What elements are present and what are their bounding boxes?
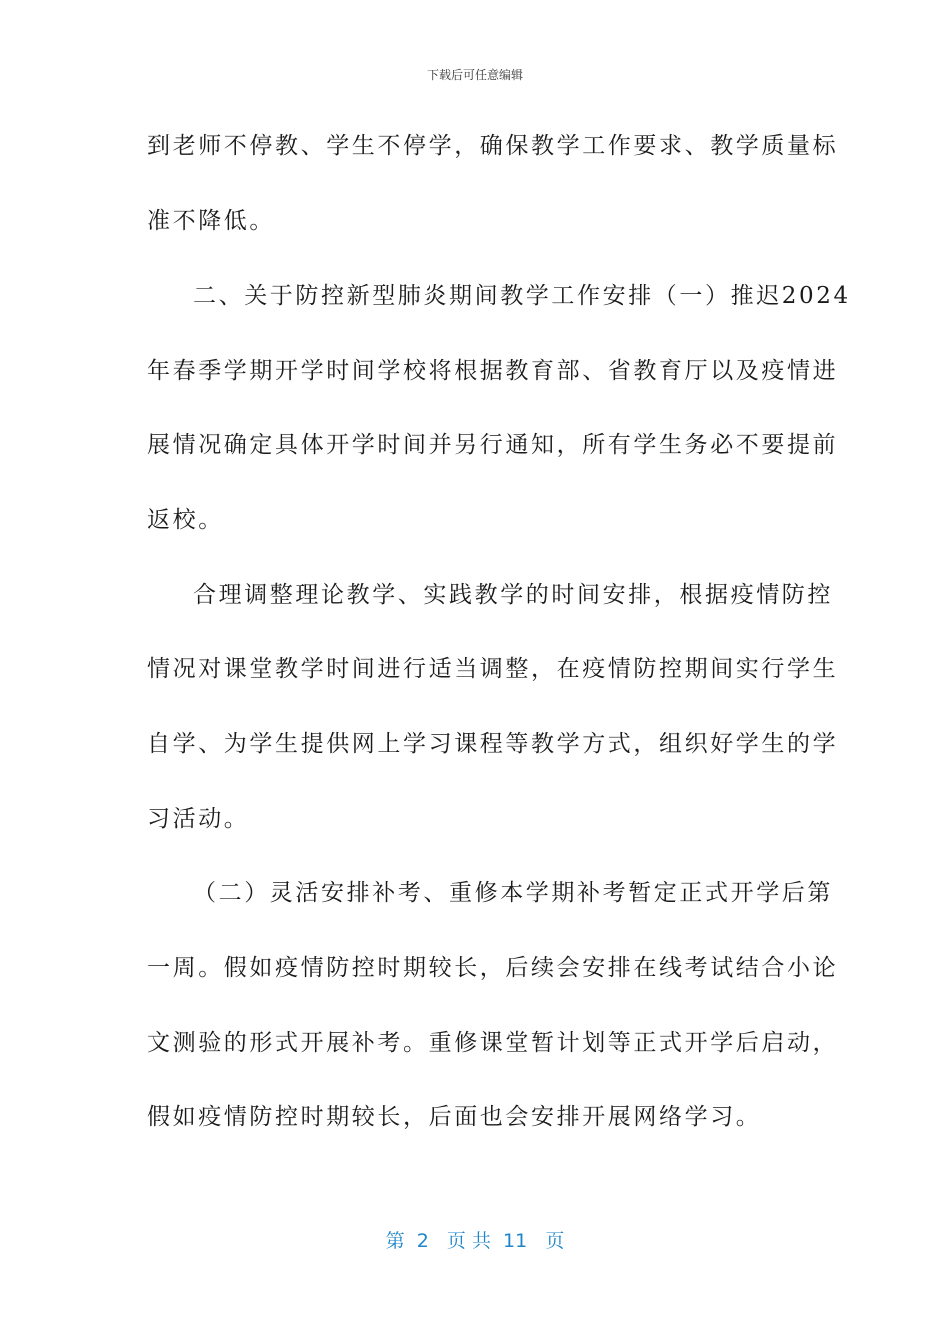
body-line: 到老师不停教、学生不停学，确保教学工作要求、教学质量标 <box>147 133 839 159</box>
page-header-note: 下载后可任意编辑 <box>426 68 523 82</box>
body-line: 年春季学期开学时间学校将根据教育部、省教育厅以及疫情进 <box>147 358 839 384</box>
body-line: 文测验的形式开展补考。重修课堂暂计划等正式开学后启动， <box>147 1030 839 1056</box>
page-number-text: 第 2 页 共 11 页 <box>385 1230 565 1252</box>
body-line: 合理调整理论教学、实践教学的时间安排，根据疫情防控 <box>193 582 833 608</box>
page-number-footer <box>0 1226 950 1253</box>
body-line: 二、关于防控新型肺炎期间教学工作安排（一）推迟2024 <box>193 283 851 309</box>
body-line: 一周。假如疫情防控时期较长，后续会安排在线考试结合小论 <box>147 955 839 981</box>
body-line: 准不降低。 <box>147 208 275 234</box>
body-line: 返校。 <box>147 507 224 533</box>
body-line: 展情况确定具体开学时间并另行通知，所有学生务必不要提前 <box>147 432 839 458</box>
body-line: 假如疫情防控时期较长，后面也会安排开展网络学习。 <box>147 1104 762 1130</box>
body-line: 情况对课堂教学时间进行适当调整，在疫情防控期间实行学生 <box>147 656 839 682</box>
body-line: （二）灵活安排补考、重修本学期补考暂定正式开学后第 <box>193 880 833 906</box>
body-line: 自学、为学生提供网上学习课程等教学方式，组织好学生的学 <box>147 731 839 757</box>
body-line: 习活动。 <box>147 806 250 832</box>
